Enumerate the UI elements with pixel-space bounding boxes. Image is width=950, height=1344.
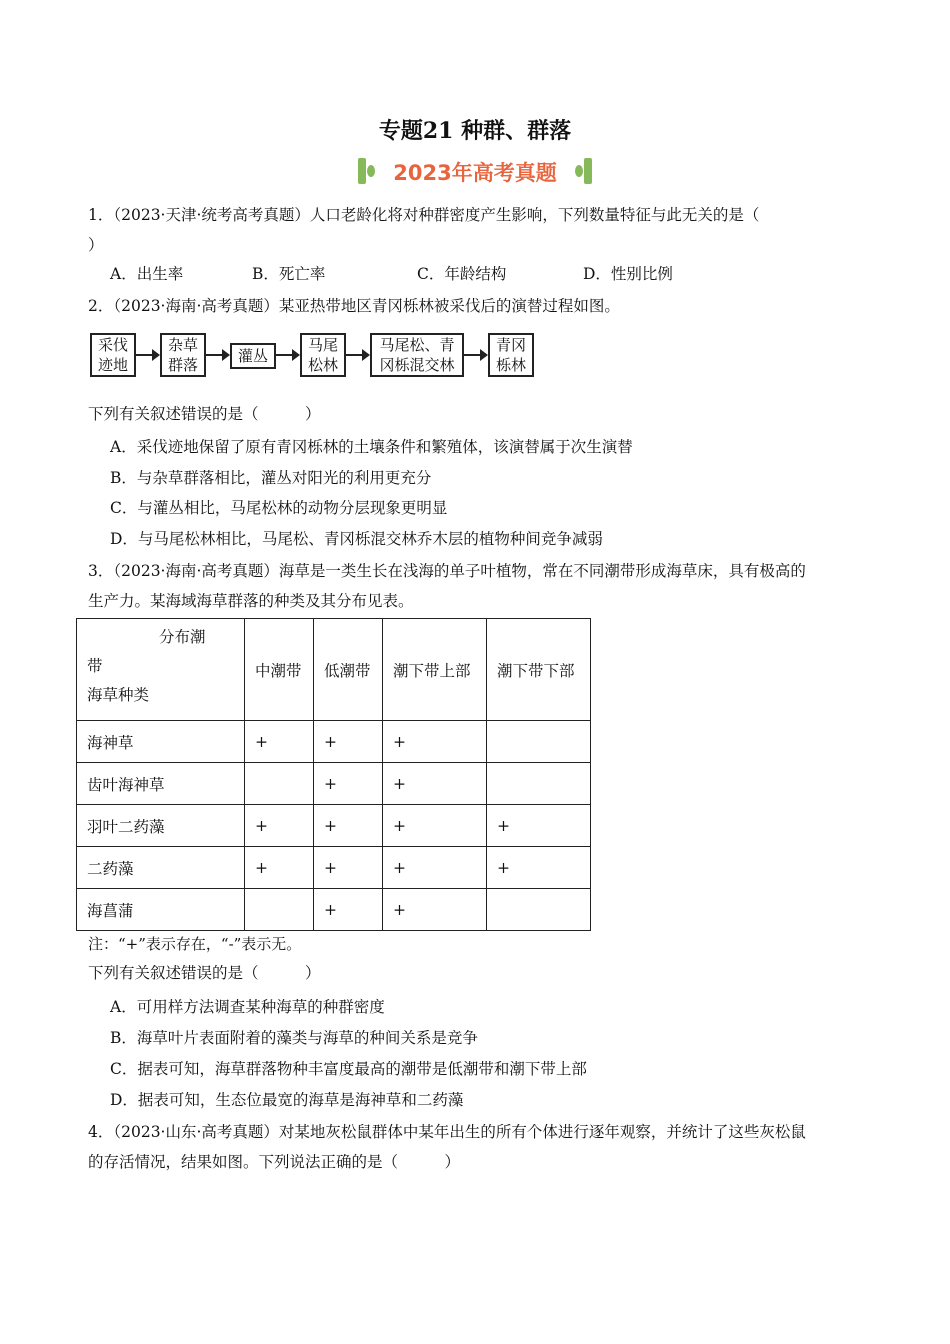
q2-option-d: D．与马尾松林相比，马尾松、青冈栎混交林乔木层的植物种间竞争减弱 bbox=[110, 530, 603, 548]
table-row-label: 齿叶海神草 bbox=[77, 763, 245, 805]
flow-box-line: 青冈 bbox=[495, 336, 526, 354]
table-header-cell: 潮下带下部 bbox=[487, 619, 591, 721]
corner-label-line: 海草种类 bbox=[87, 686, 150, 704]
q2-stem: 2．（2023·海南·高考真题）某亚热带地区青冈栎林被采伐后的演替过程如图。 bbox=[88, 297, 620, 315]
table-cell: + bbox=[383, 721, 487, 763]
banner-text: 2023年高考真题 bbox=[393, 161, 557, 185]
table-cell: + bbox=[314, 763, 383, 805]
flow-box-masson-pine-forest bbox=[300, 333, 346, 377]
flow-box-line: 栎林 bbox=[495, 356, 526, 374]
flow-arrow bbox=[464, 354, 486, 356]
q3-option-d: D．据表可知，生态位最宽的海草是海神草和二药藻 bbox=[110, 1091, 464, 1109]
q1-option-d: D．性别比例 bbox=[583, 265, 673, 283]
table-cell: + bbox=[314, 805, 383, 847]
corner-label-line: 分布潮 bbox=[159, 628, 206, 646]
table-cell: + bbox=[383, 805, 487, 847]
flow-box-line: 杂草 bbox=[167, 336, 198, 354]
table-cell: + bbox=[314, 847, 383, 889]
table-row-label: 羽叶二药藻 bbox=[77, 805, 245, 847]
q2-option-c: C．与灌丛相比，马尾松林的动物分层现象更明显 bbox=[110, 499, 448, 517]
flow-arrow bbox=[276, 354, 298, 356]
q2-question: 下列有关叙述错误的是（ ） bbox=[88, 405, 321, 423]
table-cell: + bbox=[383, 847, 487, 889]
q2-option-a: A．采伐迹地保留了原有青冈栎林的土壤条件和繁殖体，该演替属于次生演替 bbox=[110, 438, 633, 456]
q1-option-a: A．出生率 bbox=[110, 265, 184, 283]
flow-box-shrub bbox=[230, 343, 276, 369]
table-cell: + bbox=[383, 763, 487, 805]
table-cell: + bbox=[383, 889, 487, 931]
flow-box-weed-community bbox=[160, 333, 206, 377]
flow-box-oak-forest bbox=[488, 333, 534, 377]
table-cell: + bbox=[245, 721, 314, 763]
table-row bbox=[77, 763, 591, 805]
table-cell: + bbox=[314, 721, 383, 763]
table-cell: + bbox=[314, 889, 383, 931]
table-cell bbox=[487, 763, 591, 805]
table-header-row bbox=[77, 619, 591, 721]
seagrass-distribution-table bbox=[76, 618, 591, 931]
table-row-label: 海菖蒲 bbox=[77, 889, 245, 931]
q3-stem-line1: 3．（2023·海南·高考真题）海草是一类生长在浅海的单子叶植物，常在不同潮带形成海草床，具有极高的 bbox=[88, 562, 806, 580]
table-row bbox=[77, 847, 591, 889]
year-banner bbox=[352, 154, 598, 188]
q3-stem-line2: 生产力。某海域海草群落的种类及其分布见表。 bbox=[88, 592, 414, 610]
page-title: 专题21 种群、群落 bbox=[378, 118, 572, 144]
succession-flow-diagram bbox=[90, 333, 550, 381]
flow-box-line: 冈栎混交林 bbox=[379, 356, 455, 374]
q3-question: 下列有关叙述错误的是（ ） bbox=[88, 964, 321, 982]
q3-option-a: A．可用样方法调查某种海草的种群密度 bbox=[110, 998, 385, 1016]
q3-option-c: C．据表可知，海草群落物种丰富度最高的潮带是低潮带和潮下带上部 bbox=[110, 1060, 587, 1078]
flow-box-line: 马尾松、青 bbox=[379, 336, 455, 354]
table-header-cell: 低潮带 bbox=[314, 619, 383, 721]
q1-option-b: B．死亡率 bbox=[252, 265, 326, 283]
table-cell bbox=[245, 763, 314, 805]
q4-stem-line2: 的存活情况，结果如图。下列说法正确的是（ ） bbox=[88, 1153, 461, 1171]
q2-option-b: B．与杂草群落相比，灌丛对阳光的利用更充分 bbox=[110, 469, 432, 487]
table-cell: + bbox=[245, 847, 314, 889]
table-cell: + bbox=[487, 805, 591, 847]
flow-box-line: 灌丛 bbox=[237, 347, 268, 365]
flow-arrow bbox=[136, 354, 158, 356]
q1-stem-line2: ） bbox=[88, 236, 104, 254]
table-header-cell: 中潮带 bbox=[245, 619, 314, 721]
table-row bbox=[77, 721, 591, 763]
flow-arrow bbox=[206, 354, 228, 356]
flow-box-cutting-site bbox=[90, 333, 136, 377]
flow-box-mixed-forest bbox=[370, 333, 464, 377]
table-corner-cell bbox=[77, 619, 245, 721]
corner-label-line: 带 bbox=[87, 657, 103, 675]
flow-box-line: 采伐 bbox=[97, 336, 128, 354]
q3-option-b: B．海草叶片表面附着的藻类与海草的种间关系是竞争 bbox=[110, 1029, 478, 1047]
table-row-label: 海神草 bbox=[77, 721, 245, 763]
table-cell: + bbox=[245, 805, 314, 847]
q3-table-note: 注：“+”表示存在，“-”表示无。 bbox=[88, 935, 302, 953]
table-cell: + bbox=[487, 847, 591, 889]
table-row bbox=[77, 889, 591, 931]
flow-box-line: 群落 bbox=[167, 356, 198, 374]
table-cell bbox=[487, 889, 591, 931]
table-cell bbox=[487, 721, 591, 763]
q1-option-c: C．年龄结构 bbox=[417, 265, 507, 283]
flow-box-line: 迹地 bbox=[97, 356, 128, 374]
flow-arrow bbox=[346, 354, 368, 356]
table-header-cell: 潮下带上部 bbox=[383, 619, 487, 721]
table-row bbox=[77, 805, 591, 847]
table-cell bbox=[245, 889, 314, 931]
q4-stem-line1: 4．（2023·山东·高考真题）对某地灰松鼠群体中某年出生的所有个体进行逐年观察，并统计了这些灰松鼠 bbox=[88, 1123, 806, 1141]
flow-box-line: 松林 bbox=[307, 356, 338, 374]
flow-box-line: 马尾 bbox=[307, 336, 338, 354]
q1-stem-line1: 1．（2023·天津·统考高考真题）人口老龄化将对种群密度产生影响，下列数量特征与此无关的是（ bbox=[88, 206, 760, 224]
table-row-label: 二药藻 bbox=[77, 847, 245, 889]
